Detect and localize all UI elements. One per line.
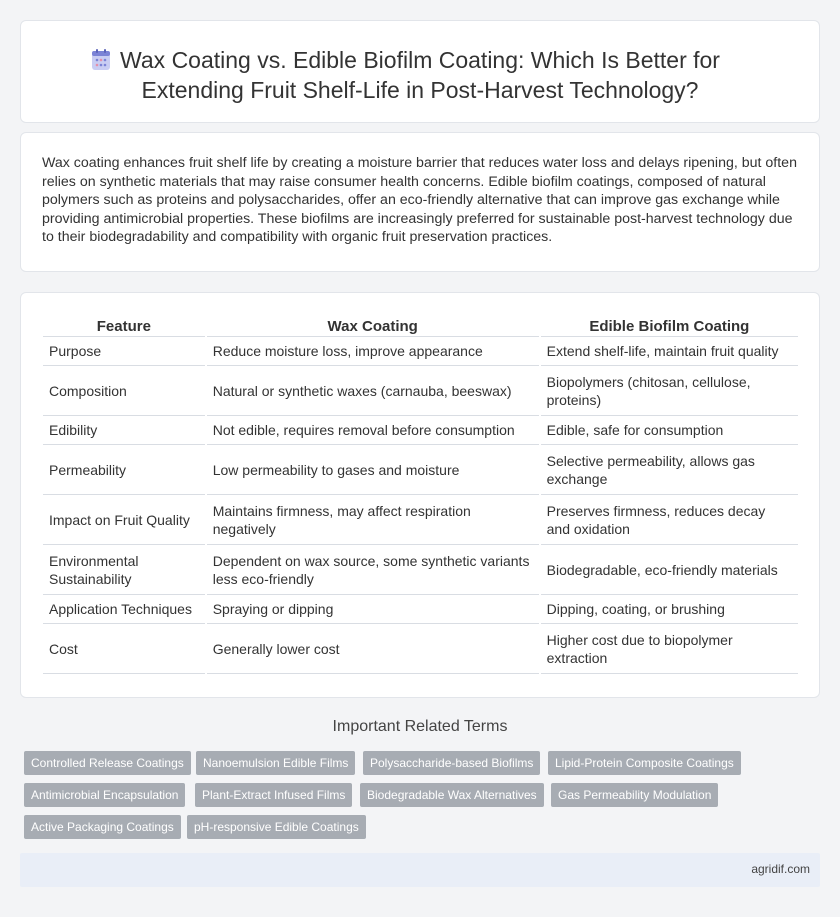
table-header-cell: Wax Coating: [207, 315, 539, 337]
table-cell: Dependent on wax source, some synthetic variants less eco-friendly: [207, 545, 539, 595]
table-cell: Preserves firmness, reduces decay and oxidation: [541, 495, 798, 545]
table-cell: Composition: [43, 366, 205, 416]
table-row: [43, 416, 798, 445]
table-header-row: [43, 315, 798, 337]
related-term-tag[interactable]: pH-responsive Edible Coatings: [187, 815, 366, 839]
table-cell: Selective permeability, allows gas exchange: [541, 445, 798, 495]
table-cell: Biodegradable, eco-friendly materials: [541, 545, 798, 595]
table-row: [43, 495, 798, 545]
related-term-tag[interactable]: Gas Permeability Modulation: [551, 783, 718, 807]
related-term-tag[interactable]: Plant-Extract Infused Films: [195, 783, 352, 807]
comparison-table-card: [20, 292, 820, 698]
footer-bar: [20, 853, 820, 887]
table-cell: Dipping, coating, or brushing: [541, 595, 798, 624]
table-cell: Higher cost due to biopolymer extraction: [541, 624, 798, 674]
related-term-tag[interactable]: Antimicrobial Encapsulation: [24, 783, 185, 807]
related-term-tag[interactable]: Biodegradable Wax Alternatives: [360, 783, 544, 807]
related-term-tag[interactable]: Active Packaging Coatings: [24, 815, 181, 839]
page-title: Wax Coating vs. Edible Biofilm Coating: Which Is Better for Extending Fruit Shelf-Life in Post-Harvest Technology?: [120, 47, 720, 103]
table-cell: Maintains firmness, may affect respiration negatively: [207, 495, 539, 545]
summary-paragraph: Wax coating enhances fruit shelf life by creating a moisture barrier that reduces water loss and delays ripening, but often relies on synthetic materials that may raise consumer health concerns. Edible biofilm coatings, composed of natural polymers such as proteins and polysaccharides, offer an eco-friendly alternative that can improve gas exchange while providing antimicrobial properties. These biofilms are increasingly preferred for sustainable post-harvest technology due to their biodegradability and compatibility with organic fruit preservation practices.: [42, 155, 797, 246]
table-cell: Cost: [43, 624, 205, 674]
table-cell: Low permeability to gases and moisture: [207, 445, 539, 495]
summary-card: [20, 132, 820, 272]
related-term-tag[interactable]: Polysaccharide-based Biofilms: [363, 751, 540, 775]
table-cell: Not edible, requires removal before consumption: [207, 416, 539, 445]
table-row: [43, 366, 798, 416]
related-term-tag[interactable]: Nanoemulsion Edible Films: [196, 751, 355, 775]
table-row: [43, 545, 798, 595]
table-cell: Purpose: [43, 337, 205, 366]
table-row: [43, 624, 798, 674]
table-cell: Permeability: [43, 445, 205, 495]
table-cell: Generally lower cost: [207, 624, 539, 674]
comparison-table: [41, 315, 800, 674]
table-cell: Environmental Sustainability: [43, 545, 205, 595]
footer-site-link[interactable]: agridif.com: [751, 862, 810, 876]
table-cell: Edible, safe for consumption: [541, 416, 798, 445]
related-term-tag[interactable]: Controlled Release Coatings: [24, 751, 191, 775]
table-row: [43, 595, 798, 624]
table-header-cell: Feature: [43, 315, 205, 337]
table-cell: Biopolymers (chitosan, cellulose, proteins): [541, 366, 798, 416]
table-row: [43, 337, 798, 366]
title-card: [20, 20, 820, 123]
table-row: [43, 445, 798, 495]
table-cell: Extend shelf-life, maintain fruit quality: [541, 337, 798, 366]
table-cell: Edibility: [43, 416, 205, 445]
table-cell: Natural or synthetic waxes (carnauba, beeswax): [207, 366, 539, 416]
table-header-cell: Edible Biofilm Coating: [541, 315, 798, 337]
related-term-tag[interactable]: Lipid-Protein Composite Coatings: [548, 751, 741, 775]
table-cell: Impact on Fruit Quality: [43, 495, 205, 545]
table-cell: Reduce moisture loss, improve appearance: [207, 337, 539, 366]
related-terms-heading: Important Related Terms: [332, 718, 508, 735]
table-cell: Spraying or dipping: [207, 595, 539, 624]
table-cell: Application Techniques: [43, 595, 205, 624]
